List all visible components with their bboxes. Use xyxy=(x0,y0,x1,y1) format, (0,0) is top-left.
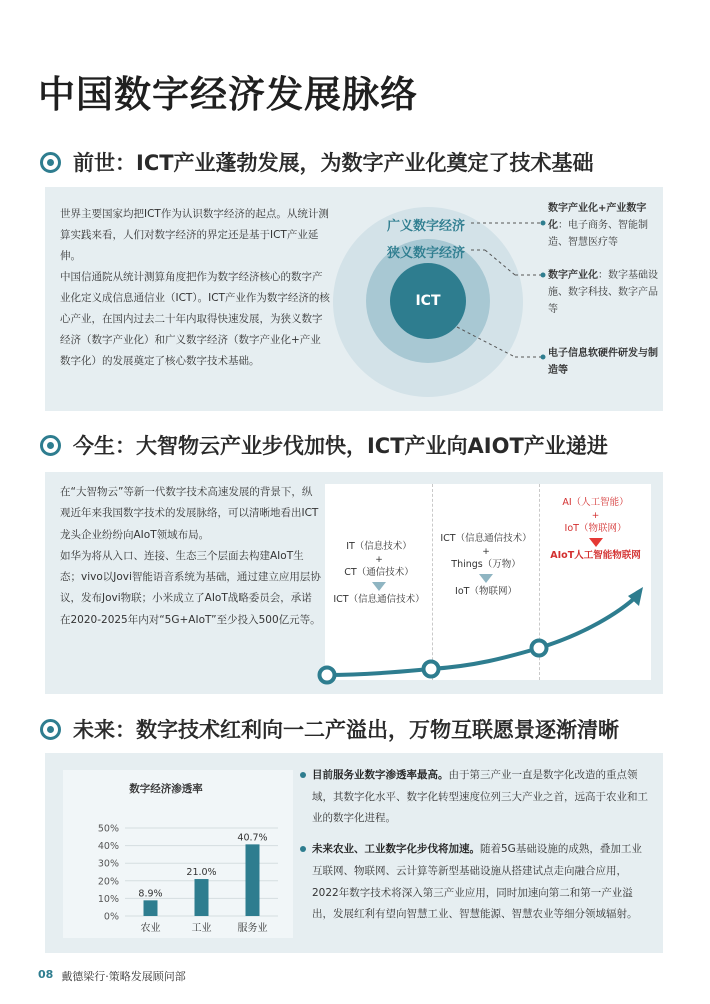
bullet-item: 未来农业、工业数字化步伐将加速。随着5G基础设施的成熟，叠加工业互联网、物联网、云计算等新型基础设施从搭建试点走向融合应用，2022年数字技术将深入第三产业应用，同时加速向第二和第一产业溢出，发展红利有望向智慧工业、智慧能源、智慧农业等细分领域辐射。 xyxy=(300,839,650,926)
x-tick-label: 服务业 xyxy=(237,923,268,934)
x-tick-label: 农业 xyxy=(140,923,161,934)
bar xyxy=(195,879,209,916)
label-ict-core: 电子信息软硬件研发与制造等 xyxy=(548,348,658,376)
bar xyxy=(144,900,158,916)
section2-panel xyxy=(45,472,663,694)
target-icon xyxy=(40,719,61,740)
chart-svg xyxy=(63,770,293,938)
y-tick-label: 10% xyxy=(97,893,119,905)
section2-heading-text: 今生：大智物云产业步伐加快，ICT产业向AIOT产业递进 xyxy=(73,434,608,458)
paragraph: 中国信通院从统计测算角度把作为数字经济核心的数字产业化定义成信息通信业（ICT）。ICT产业作为数字经济的核心产业，在国内过去二十年内取得快速发展，为狭义数字经济（数字产业化）和广义数字经济（数字产业化+产业数字化）的发展奠定了核心数字技术基础。 xyxy=(60,271,330,367)
y-tick-label: 0% xyxy=(103,911,119,923)
bar xyxy=(246,844,260,916)
label-narrow-economy: 数字产业化：数字基础设施、数字科技、数字产品等 xyxy=(548,270,658,315)
footer-org: 戴德梁行·策略发展顾问部 xyxy=(61,970,186,983)
bar-value-label: 40.7% xyxy=(237,832,268,844)
middle-circle-label: 狭义数字经济 xyxy=(387,246,466,261)
stage-1: IT（信息技术） + CT（通信技术） ICT（信息通信技术） xyxy=(333,541,425,605)
section1-heading-text: 前世：ICT产业蓬勃发展，为数字产业化奠定了技术基础 xyxy=(73,151,594,175)
penetration-chart xyxy=(63,770,293,938)
timeline-node xyxy=(532,641,547,656)
bar-value-label: 21.0% xyxy=(186,867,217,879)
section1-panel xyxy=(45,187,663,411)
paragraph: 世界主要国家均把ICT作为认识数字经济的起点。从统计测算实践来看，人们对数字经济的界定还是基于ICT产业延伸。 xyxy=(60,208,329,262)
x-tick-label: 工业 xyxy=(191,923,212,934)
timeline-node xyxy=(320,668,335,683)
page-number: 08 xyxy=(38,968,54,981)
section3-panel xyxy=(45,753,663,953)
paragraph: 如华为将从入口、连接、生态三个层面去构建AIoT生态；vivo以Jovi智能语音系统为基础，通过建立应用层协议，发布Jovi物联；小米成立了AIoT战略委员会，承诺在2020-2025年内对“5G+AIoT”至少投入500亿元等。 xyxy=(60,549,321,626)
target-icon xyxy=(40,152,61,173)
y-tick-label: 40% xyxy=(97,841,119,853)
outer-circle-label: 广义数字经济 xyxy=(387,219,466,234)
bullet-item: 目前服务业数字渗透率最高。由于第三产业一直是数字化改造的重点领域，其数字化水平、数字化转型速度位列三大产业之首，远高于农业和工业的数字化进程。 xyxy=(300,765,650,830)
stage-2: ICT（信息通信技术） + Things（万物） IoT（物联网） xyxy=(440,533,532,597)
stage-3: AI（人工智能） + IoT（物联网） AIoT人工智能物联网 xyxy=(550,497,641,561)
inner-circle-label: ICT xyxy=(415,293,441,309)
y-tick-label: 50% xyxy=(97,823,119,835)
target-icon xyxy=(40,435,61,456)
y-tick-label: 20% xyxy=(97,876,119,888)
section3-heading-text: 未来：数字技术红利向一二产溢出，万物互联愿景逐渐清晰 xyxy=(73,718,619,742)
growth-arrow xyxy=(45,472,663,694)
paragraph: 在“大智物云”等新一代数字技术高速发展的背景下，纵观近年来我国数字技术的发展脉络，可以清晰地看出ICT龙头企业纷纷向AIoT领域布局。 xyxy=(60,486,319,541)
section2-heading xyxy=(40,430,608,460)
bar-value-label: 8.9% xyxy=(138,888,163,900)
section1-heading xyxy=(40,147,594,177)
y-tick-label: 30% xyxy=(97,858,119,870)
footer xyxy=(38,968,186,984)
section3-heading xyxy=(40,714,619,744)
section3-bullets xyxy=(300,765,650,935)
chart-title: 数字经济渗透率 xyxy=(129,783,203,795)
timeline-node xyxy=(424,662,439,677)
label-broad-economy: 数字产业化+产业数字化：电子商务、智能制造、智慧医疗等 xyxy=(548,203,648,248)
page-title: 中国数字经济发展脉络 xyxy=(38,73,418,116)
